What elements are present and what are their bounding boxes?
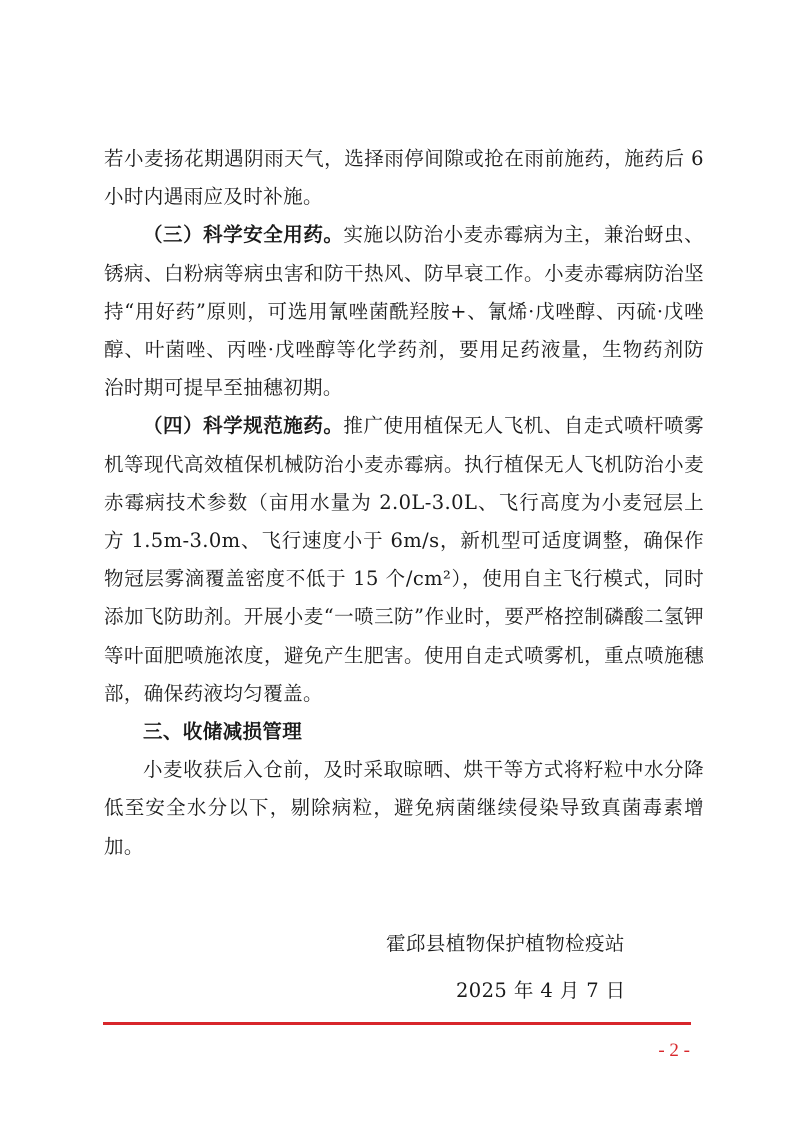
paragraph-storage-loss-reduction: 小麦收获后入仓前，及时采取晾晒、烘干等方式将籽粒中水分降低至安全水分以下，剔除病粒，避免病菌继续侵染导致真菌毒素增加。 [104,758,704,858]
paragraph-safe-pesticide-use-body: 实施以防治小麦赤霉病为主，兼治蚜虫、锈病、白粉病等病虫害和防干热风、防早衰工作。小麦赤霉病防治坚持“用好药”原则，可选用氰唑菌酰羟胺+、氰烯·戊唑醇、丙硫·戊唑醇、叶菌唑、丙唑·戊唑醇等化学药剂，要用足药液量，生物药剂防治时期可提早至抽穗初期。 [104,223,704,400]
section-heading-storage: 三、收储减损管理 [143,720,303,744]
paragraph-standard-application-body: 推广使用植保无人飞机、自走式喷杆喷雾机等现代高效植保机械防治小麦赤霉病。执行植保无人飞机防治小麦赤霉病技术参数（亩用水量为 2.0L-3.0L、飞行高度为小麦冠层上方 1.5m-3.0m、飞行速度小于 6m/s，新机型可适度调整，确保作物冠层雾滴覆盖密度不低于 15 个/cm²），使用自主飞行模式，同时添加飞防助剂。开展小麦“一喷三防”作业时，要严格控制磷酸二氢钾等叶面肥喷施浓度，避免产生肥害。使用自走式喷雾机，重点喷施穗部，确保药液均匀覆盖。 [104,414,704,705]
paragraph-safe-pesticide-use [104,216,704,407]
footer-red-rule [103,1022,691,1025]
signature-organization: 霍邱县植物保护植物检疫站 [386,932,625,955]
document-body [104,140,704,866]
page-number: - 2 - [658,1040,690,1061]
subheading-safe-pesticide-use: （三）科学安全用药。 [143,223,344,247]
subheading-standard-application: （四）科学规范施药。 [143,414,344,438]
signature-date: 2025 年 4 月 7 日 [456,979,626,1002]
paragraph-rain-reapplication: 若小麦扬花期遇阴雨天气，选择雨停间隙或抢在雨前施药，施药后 6 小时内遇雨应及时补施。 [104,147,704,209]
paragraph-standard-application [104,407,704,713]
